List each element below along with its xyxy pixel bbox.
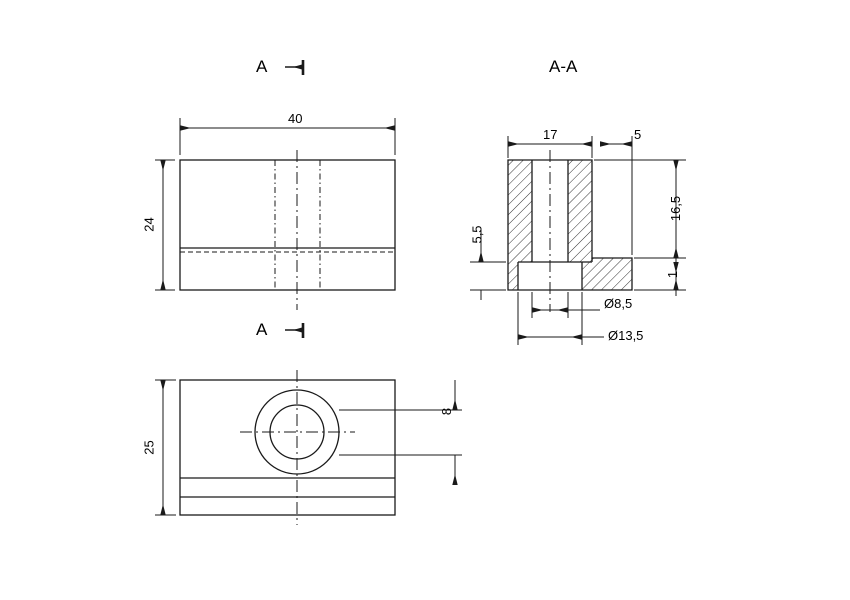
dimension-text-5: 5 [634, 127, 642, 142]
dimension-text-25: 25 [141, 440, 157, 455]
section-view-hatching [508, 160, 632, 290]
dimension-height-25 [155, 380, 176, 515]
dimension-height-24 [155, 160, 175, 290]
section-label-a-top: A [256, 57, 268, 76]
dimension-text-16-5: 16,5 [668, 195, 684, 222]
dimension-width-5 [600, 136, 632, 255]
section-arrow-top [285, 60, 303, 75]
dimension-text-40: 40 [288, 111, 303, 126]
dimension-text-17: 17 [543, 127, 558, 142]
dimension-text-1: 1 [665, 270, 681, 279]
dimension-text-5-5: 5,5 [469, 225, 485, 244]
dimension-text-bore-8-5: Ø8,5 [604, 296, 633, 311]
top-view-geometry [180, 380, 395, 515]
top-view-centerlines [240, 370, 355, 525]
dimension-8 [339, 380, 462, 485]
front-view-geometry [180, 160, 395, 290]
dimension-bore-13-5 [518, 292, 604, 345]
dimension-text-8: 8 [439, 407, 455, 416]
dimension-text-bore-13-5: Ø13,5 [608, 328, 644, 343]
section-label-a-bottom: A [256, 320, 268, 339]
section-view-title: A-A [549, 57, 578, 76]
dimension-bore-8-5 [532, 292, 600, 318]
dimension-text-24: 24 [141, 217, 157, 232]
section-arrow-bottom [285, 323, 303, 338]
